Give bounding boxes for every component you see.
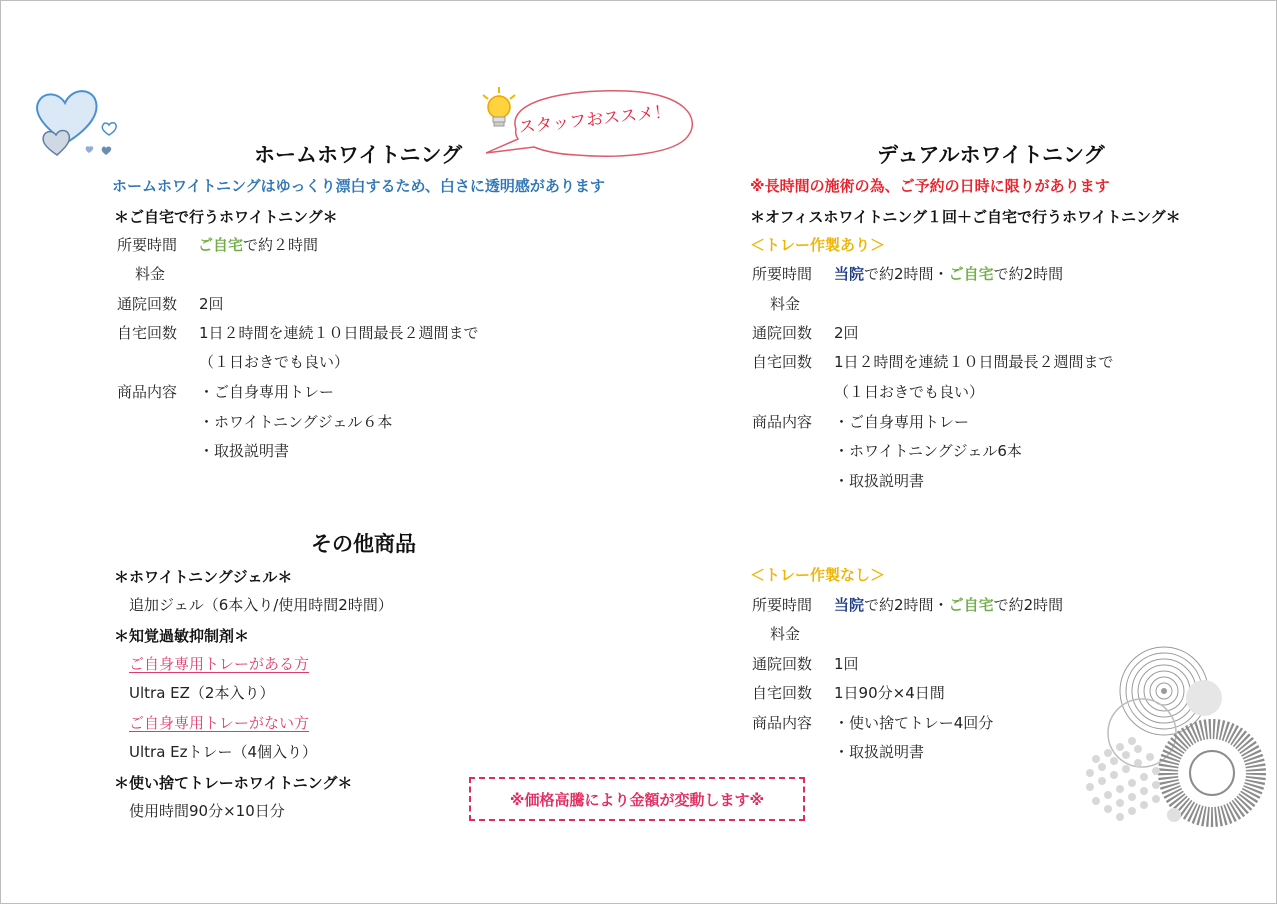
disposable-heading: ＊使い捨てトレーホワイトニング＊: [114, 774, 353, 792]
fee-label: 料金: [770, 625, 801, 643]
no-tray-item: Ultra Ezトレー（4個入り）: [129, 743, 318, 761]
time-label: 所要時間: [752, 596, 813, 614]
visits-label: 通院回数: [117, 295, 178, 313]
home-whitening-lead: ホームホワイトニングはゆっくり漂白するため、白さに透明感があります: [112, 177, 605, 195]
home-count-note: （１日おきでも良い）: [834, 383, 985, 401]
contents-item: ・取扱説明書: [834, 743, 925, 761]
home-count-value: 1日２時間を連続１０日間最長２週間まで: [834, 353, 1114, 371]
home-whitening-title: ホームホワイトニング: [254, 143, 463, 167]
home-rest: で約2時間: [993, 265, 1064, 283]
gel-item: 追加ジェル（6本入り/使用時間2時間）: [129, 596, 393, 614]
home-place: ご自宅: [948, 596, 994, 614]
with-tray-item: Ultra EZ（2本入り）: [129, 684, 275, 702]
home-count-value: 1日90分×4日間: [834, 684, 945, 702]
contents-item: ・取扱説明書: [199, 442, 290, 460]
no-tray-link[interactable]: ご自身専用トレーがない方: [129, 714, 310, 732]
contents-label: 商品内容: [752, 413, 813, 431]
home-count-value: 1日２時間を連続１０日間最長２週間まで: [199, 324, 479, 342]
visits-value: 2回: [199, 295, 224, 313]
fee-label: 料金: [770, 295, 801, 313]
clinic-place: 当院: [834, 596, 865, 614]
with-tray-heading: ＜トレー作製あり＞: [750, 236, 886, 254]
home-whitening-subhead: ＊ご自宅で行うホワイトニング＊: [114, 208, 338, 226]
time-value: [834, 594, 1063, 615]
gel-heading: ＊ホワイトニングジェル＊: [114, 568, 293, 586]
price-notice: ※価格高騰により金額が変動します※: [469, 777, 805, 821]
contents-item: ・ご自身専用トレー: [834, 413, 970, 431]
visits-value: 1回: [834, 655, 859, 673]
clinic-rest: で約2時間・: [864, 596, 949, 614]
contents-item: ・ホワイトニングジェル6本: [834, 442, 1022, 460]
time-rest: で約２時間: [243, 236, 319, 254]
clinic-place: 当院: [834, 265, 865, 283]
contents-item: ・ご自身専用トレー: [199, 383, 335, 401]
time-label: 所要時間: [117, 236, 178, 254]
visits-label: 通院回数: [752, 324, 813, 342]
dual-whitening-title: デュアルホワイトニング: [877, 143, 1105, 167]
contents-item: ・ホワイトニングジェル６本: [199, 413, 393, 431]
other-products-title: その他商品: [311, 532, 416, 556]
lightbulb-icon: [479, 85, 519, 137]
home-rest: で約2時間: [993, 596, 1064, 614]
circles-decoration-icon: [1076, 641, 1266, 831]
dual-whitening-lead: ※長時間の施術の為、ご予約の日時に限りがあります: [750, 177, 1110, 195]
time-label: 所要時間: [752, 265, 813, 283]
sensitivity-heading: ＊知覚過敏抑制剤＊: [114, 627, 250, 645]
contents-label: 商品内容: [752, 714, 813, 732]
contents-label: 商品内容: [117, 383, 178, 401]
contents-item: ・使い捨てトレー4回分: [834, 714, 994, 732]
visits-label: 通院回数: [752, 655, 813, 673]
with-tray-link[interactable]: ご自身専用トレーがある方: [129, 655, 310, 673]
dual-whitening-subhead: ＊オフィスホワイトニング１回＋ご自宅で行うホワイトニング＊: [750, 208, 1181, 226]
contents-item: ・取扱説明書: [834, 472, 925, 490]
home-count-label: 自宅回数: [117, 324, 178, 342]
callout-label: スタッフおススメ！: [517, 102, 672, 138]
home-place: ご自宅: [948, 265, 994, 283]
home-count-label: 自宅回数: [752, 684, 813, 702]
visits-value: 2回: [834, 324, 859, 342]
home-count-label: 自宅回数: [752, 353, 813, 371]
time-value: [834, 263, 1063, 284]
home-count-note: （１日おきでも良い）: [199, 353, 350, 371]
time-value: [198, 234, 318, 255]
disposable-item: 使用時間90分×10日分: [129, 802, 285, 820]
home-place: ご自宅: [198, 236, 244, 254]
hearts-decoration-icon: [31, 85, 126, 171]
fee-label: 料金: [135, 265, 166, 283]
no-tray-heading: ＜トレー作製なし＞: [750, 566, 886, 584]
clinic-rest: で約2時間・: [864, 265, 949, 283]
